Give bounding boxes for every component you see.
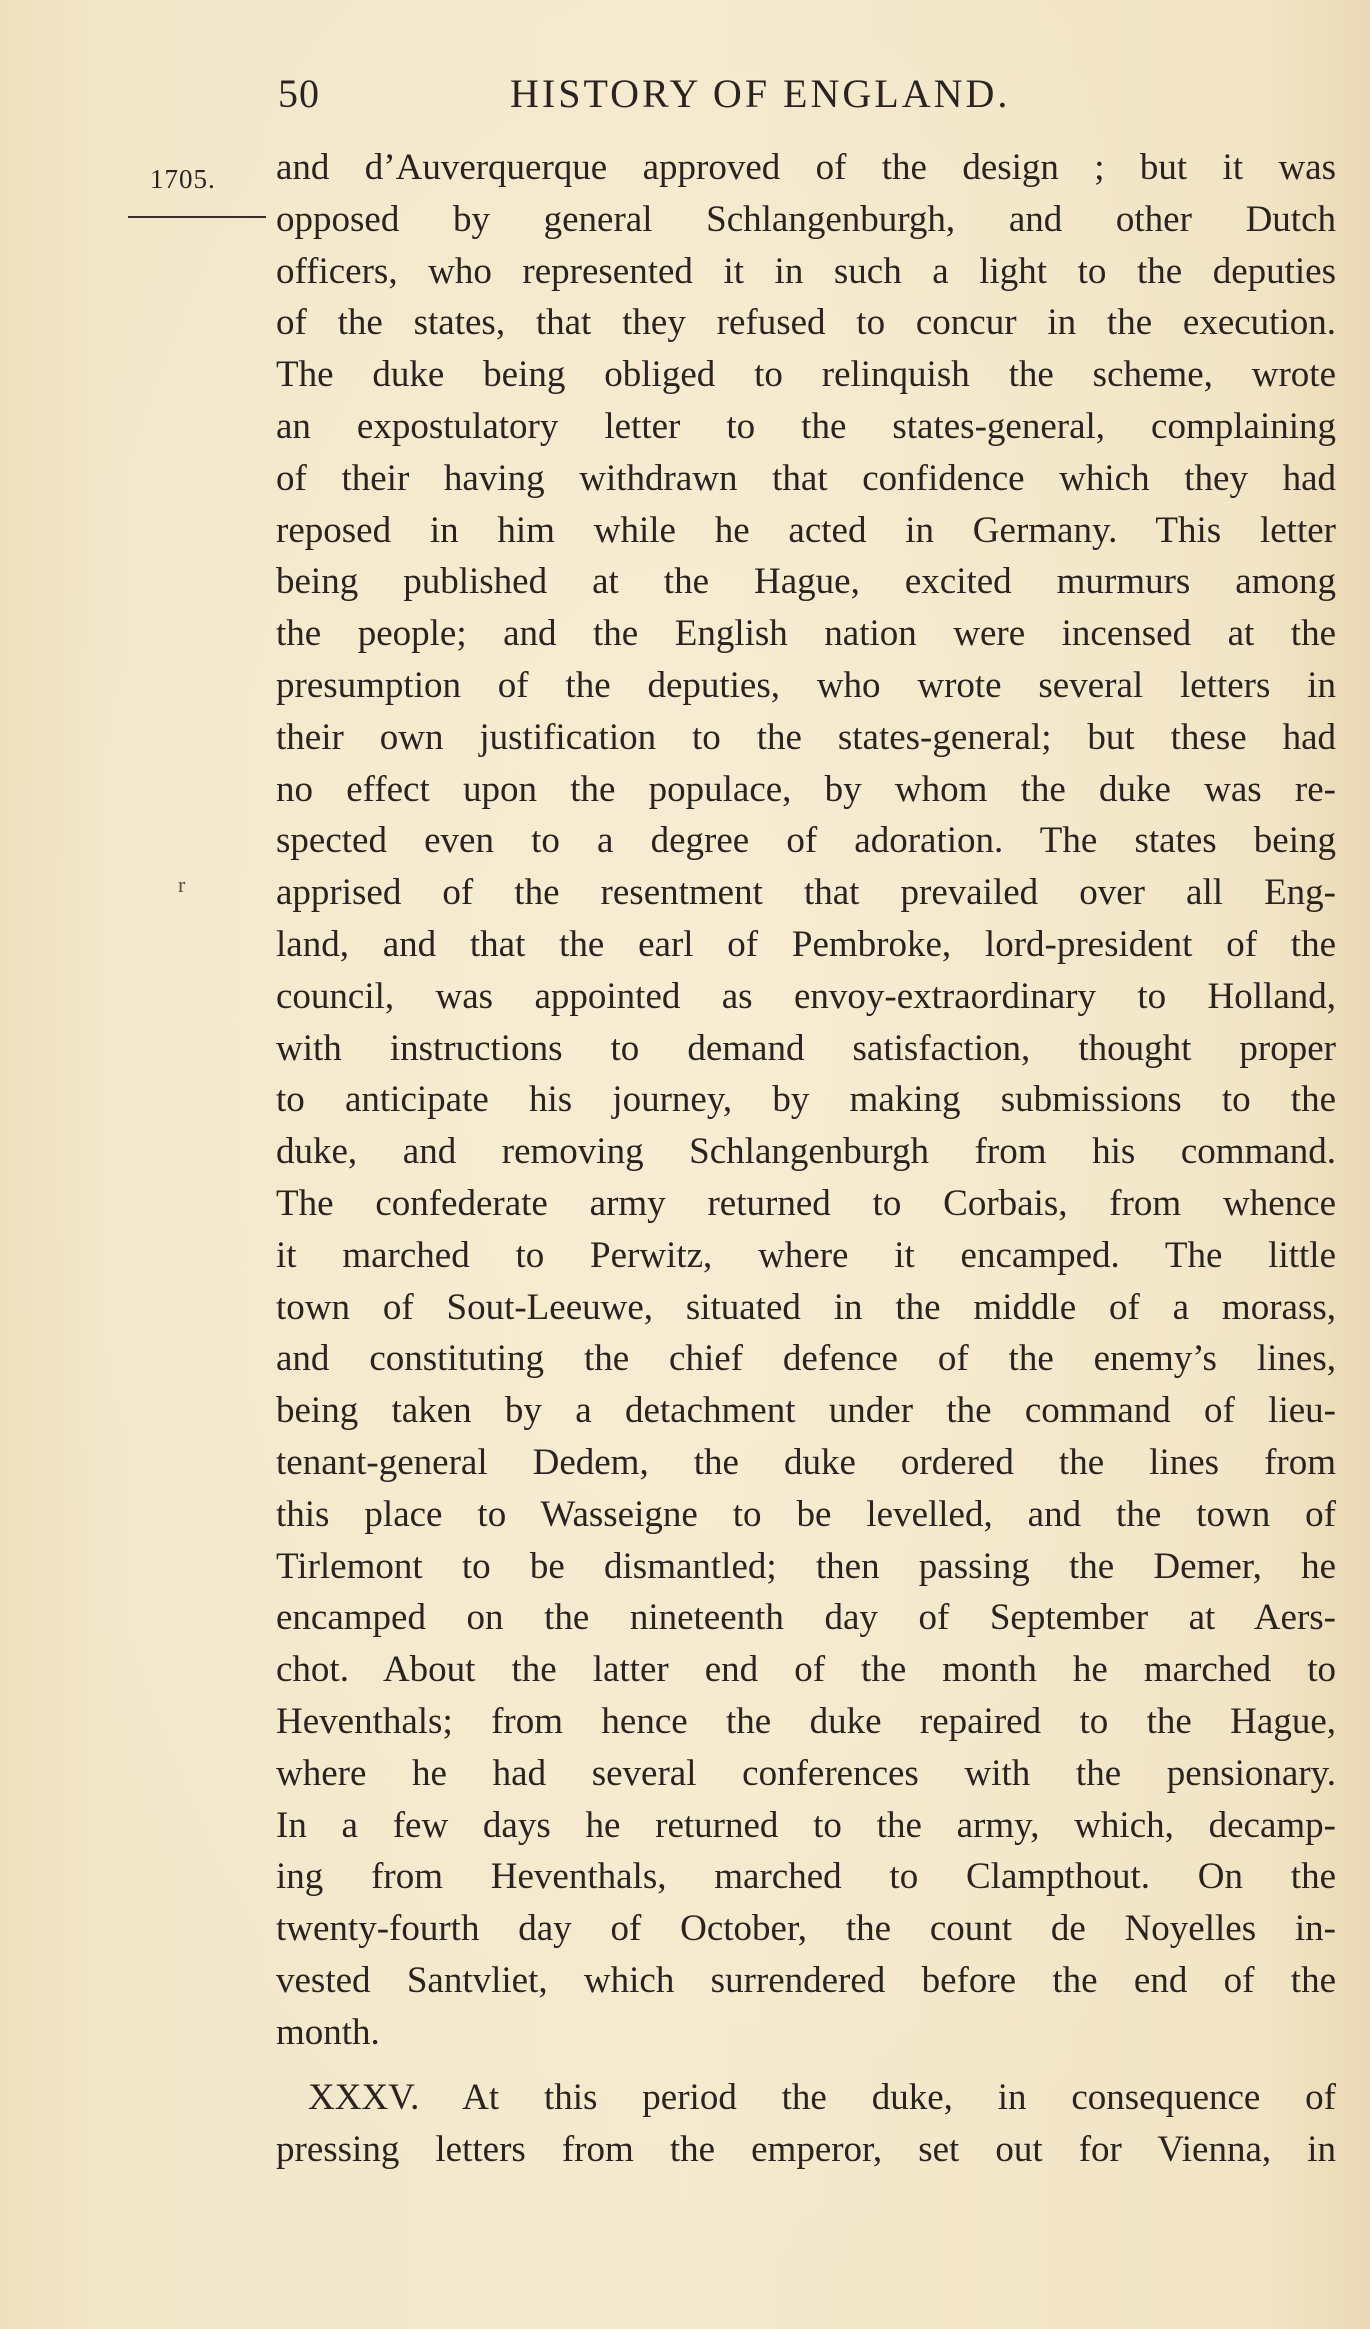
margin-rule [128, 216, 266, 218]
text-line: an expostulatory letter to the states-general, complaining [276, 405, 1336, 447]
text-line: The confederate army returned to Corbais, from whence [276, 1182, 1336, 1224]
text-line: encamped on the nineteenth day of September at Aers- [276, 1597, 1336, 1639]
text-line: XXXV. At this period the duke, in consequence of [308, 2077, 1336, 2119]
paragraph-1 [276, 142, 1336, 2058]
text-line: pressing letters from the emperor, set out for Vienna, in [276, 2129, 1336, 2171]
margin-mark: r [178, 872, 186, 897]
text-line: Tirlemont to be dismantled; then passing the Demer, he [276, 1545, 1336, 1587]
text-line: duke, and removing Schlangenburgh from his command. [276, 1131, 1336, 1173]
text-line: being taken by a detachment under the command of lieu- [276, 1390, 1336, 1432]
text-line: being published at the Hague, excited murmurs among [276, 561, 1336, 603]
text-line: In a few days he returned to the army, which, decamp- [276, 1804, 1336, 1846]
text-line: apprised of the resentment that prevailed over all Eng- [276, 872, 1336, 914]
text-line: reposed in him while he acted in Germany. This letter [276, 509, 1336, 551]
text-line: tenant-general Dedem, the duke ordered the lines from [276, 1441, 1336, 1483]
text-line: officers, who represented it in such a light to the deputies [276, 250, 1336, 292]
text-line: their own justification to the states-general; but these had [276, 716, 1336, 758]
text-line: with instructions to demand satisfaction, thought proper [276, 1027, 1336, 1069]
page-header-title: HISTORY OF ENGLAND. [510, 71, 1011, 116]
text-line: of their having withdrawn that confidence which they had [276, 457, 1336, 499]
paragraph-gap [276, 2058, 1336, 2072]
text-line: chot. About the latter end of the month he marched to [276, 1649, 1336, 1691]
text-line: it marched to Perwitz, where it encamped. The little [276, 1234, 1336, 1276]
text-line: of the states, that they refused to concur in the execution. [276, 302, 1336, 344]
text-line: this place to Wasseigne to be levelled, and the town of [276, 1493, 1336, 1535]
text-line: ing from Heventhals, marched to Clampthout. On the [276, 1856, 1336, 1898]
text-line: presumption of the deputies, who wrote several letters in [276, 664, 1336, 706]
text-line: council, was appointed as envoy-extraordinary to Holland, [276, 975, 1336, 1017]
running-head [278, 70, 1318, 130]
text-line: town of Sout-Leeuwe, situated in the middle of a morass, [276, 1286, 1336, 1328]
text-line: to anticipate his journey, by making submissions to the [276, 1079, 1336, 1121]
text-line: the people; and the English nation were incensed at the [276, 613, 1336, 655]
page-number: 50 [278, 71, 320, 116]
margin-year-note: 1705. [150, 164, 216, 194]
text-line: and d’Auverquerque approved of the design ; but it was [276, 147, 1336, 188]
text-line: The duke being obliged to relinquish the scheme, wrote [276, 354, 1336, 396]
text-line: opposed by general Schlangenburgh, and other Dutch [276, 198, 1336, 240]
text-line: twenty-fourth day of October, the count de Noyelles in- [276, 1908, 1336, 1950]
text-line: no effect upon the populace, by whom the duke was re- [276, 768, 1336, 810]
text-line: and constituting the chief defence of the enemy’s lines, [276, 1338, 1336, 1380]
paragraph-2 [276, 2072, 1336, 2176]
body-text [276, 142, 1336, 2176]
text-line: vested Santvliet, which surrendered before the end of the [276, 1959, 1336, 2001]
text-line: land, and that the earl of Pembroke, lord-president of the [276, 923, 1336, 965]
text-line: spected even to a degree of adoration. The states being [276, 820, 1336, 862]
text-line: month. [276, 2011, 380, 2053]
text-line: where he had several conferences with the pensionary. [276, 1752, 1336, 1794]
text-line: Heventhals; from hence the duke repaired to the Hague, [276, 1700, 1336, 1742]
